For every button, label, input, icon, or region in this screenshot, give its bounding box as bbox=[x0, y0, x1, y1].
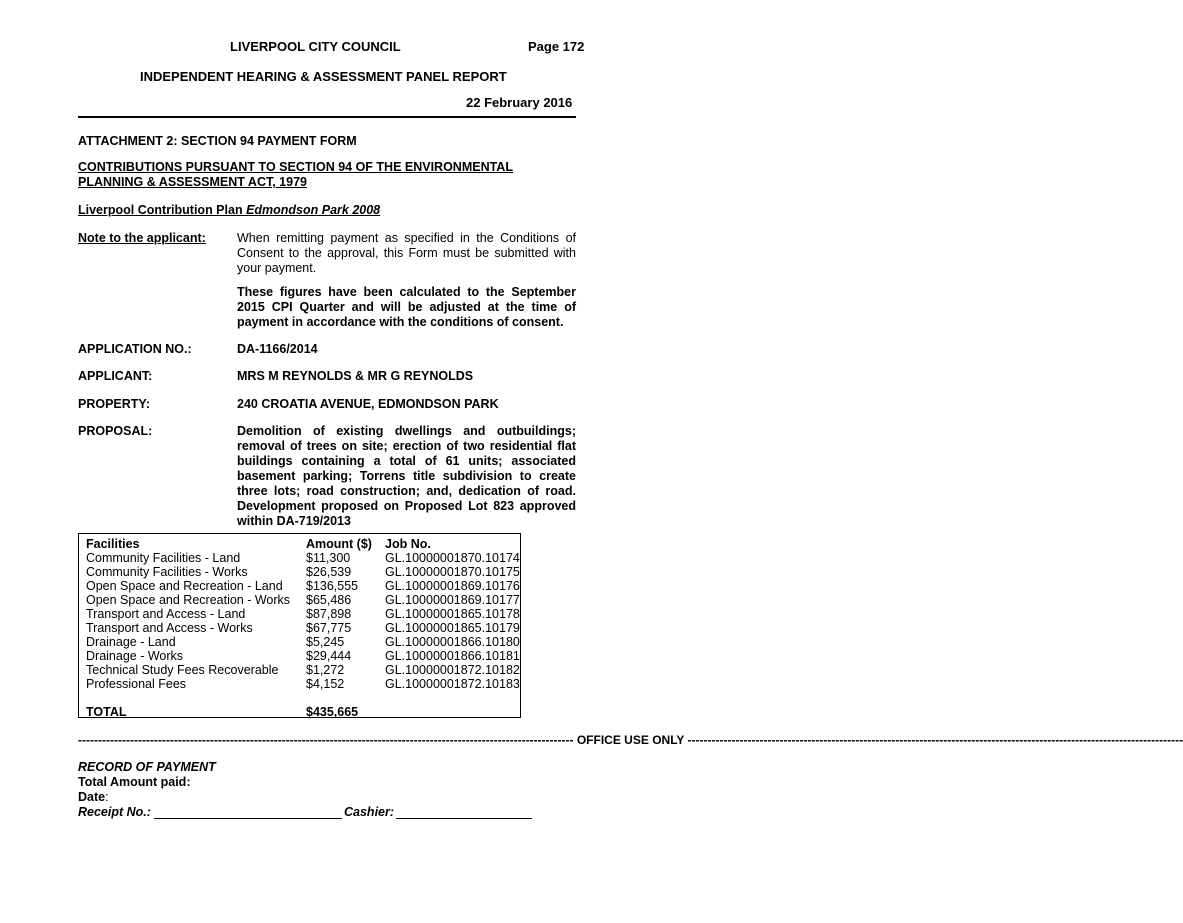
attachment-title: ATTACHMENT 2: SECTION 94 PAYMENT FORM bbox=[78, 134, 357, 148]
facility-cell: Community Facilities - Works bbox=[86, 565, 248, 579]
cashier-line bbox=[396, 818, 532, 819]
table-row bbox=[79, 551, 520, 565]
office-use-label: OFFICE USE ONLY bbox=[573, 733, 688, 747]
receipt-no-label: Receipt No.: bbox=[78, 805, 151, 819]
table-row bbox=[79, 565, 520, 579]
date-colon: : bbox=[105, 790, 109, 804]
header-amount: Amount ($) bbox=[306, 537, 372, 551]
table-header-row bbox=[79, 537, 520, 551]
applicant-label: APPLICANT: bbox=[78, 369, 153, 383]
header-rule bbox=[78, 116, 576, 118]
application-value: DA-1166/2014 bbox=[237, 342, 318, 356]
job-no-cell: GL.10000001866.10181 bbox=[385, 649, 520, 663]
job-no-cell: GL.10000001866.10180 bbox=[385, 635, 520, 649]
office-use-separator bbox=[78, 733, 1183, 747]
facility-cell: Transport and Access - Land bbox=[86, 607, 246, 621]
facility-cell: Community Facilities - Land bbox=[86, 551, 241, 565]
proposal-value: Demolition of existing dwellings and outbuildings; removal of trees on site; erection of two residential flat buildings containing a total of 61 units; associated basement parking; Torrens title subdivision to create three lots; road construction; and, dedication of road. Development proposed on Proposed Lot 823 approved within DA-719/2013 bbox=[237, 424, 576, 528]
facility-cell: Transport and Access - Works bbox=[86, 621, 253, 635]
facility-cell: Drainage - Land bbox=[86, 635, 176, 649]
facility-cell: Drainage - Works bbox=[86, 649, 184, 663]
table-row bbox=[79, 593, 520, 607]
table-row bbox=[79, 579, 520, 593]
amount-cell: $65,486 bbox=[306, 593, 352, 607]
cashier-label: Cashier: bbox=[344, 805, 395, 819]
application-label: APPLICATION NO.: bbox=[78, 342, 192, 356]
contribution-plan bbox=[78, 203, 380, 217]
facility-cell: Open Space and Recreation - Land bbox=[86, 579, 283, 593]
table-row bbox=[79, 621, 520, 635]
amount-cell: $1,272 bbox=[306, 663, 345, 677]
facility-cell: Open Space and Recreation - Works bbox=[86, 593, 291, 607]
job-no-cell: GL.10000001865.10179 bbox=[385, 621, 520, 635]
total-amount-paid-label: Total Amount paid: bbox=[78, 775, 191, 789]
job-no-cell: GL.10000001865.10178 bbox=[385, 607, 520, 621]
table-row bbox=[79, 677, 520, 691]
proposal-label: PROPOSAL: bbox=[78, 424, 153, 438]
note-label: Note to the applicant: bbox=[78, 231, 206, 245]
report-date: 22 February 2016 bbox=[466, 95, 573, 110]
job-no-cell: GL.10000001870.10174 bbox=[385, 551, 520, 565]
table-row bbox=[79, 649, 520, 663]
table-row bbox=[79, 607, 520, 621]
dash-right: ---------------------------------------------------------------------------------------------------------------------------- bbox=[687, 733, 1183, 747]
amount-cell: $5,245 bbox=[306, 635, 345, 649]
plan-name: Edmondson Park 2008 bbox=[246, 203, 381, 217]
job-no-cell: GL.10000001870.10175 bbox=[385, 565, 520, 579]
header-job-no: Job No. bbox=[385, 537, 431, 551]
amount-cell: $67,775 bbox=[306, 621, 352, 635]
table-row bbox=[79, 663, 520, 677]
facility-cell: Professional Fees bbox=[86, 677, 187, 691]
applicant-value: MRS M REYNOLDS & MR G REYNOLDS bbox=[237, 369, 474, 383]
job-no-cell: GL.10000001872.10183 bbox=[385, 677, 520, 691]
job-no-cell: GL.10000001872.10182 bbox=[385, 663, 520, 677]
job-no-cell: GL.10000001869.10176 bbox=[385, 579, 520, 593]
report-title: INDEPENDENT HEARING & ASSESSMENT PANEL REPORT bbox=[140, 69, 507, 84]
property-value: 240 CROATIA AVENUE, EDMONDSON PARK bbox=[237, 397, 499, 411]
note-bold-text: These figures have been calculated to the September 2015 CPI Quarter and will be adjusted at the time of payment in accordance with the conditions of consent. bbox=[237, 285, 576, 329]
job-no-cell: GL.10000001869.10177 bbox=[385, 593, 520, 607]
contributions-heading-line2: PLANNING & ASSESSMENT ACT, 1979 bbox=[78, 175, 307, 189]
dash-left: ---------------------------------------------------------------------------------------------------------------------------- bbox=[78, 733, 574, 747]
note-text: When remitting payment as specified in the Conditions of Consent to the approval, this Form must be submitted with your payment. bbox=[237, 231, 576, 275]
total-label: TOTAL bbox=[86, 705, 127, 719]
receipt-no-line bbox=[154, 818, 342, 819]
council-name: LIVERPOOL CITY COUNCIL bbox=[230, 39, 401, 54]
plan-prefix: Liverpool Contribution Plan bbox=[78, 203, 247, 217]
facility-cell: Technical Study Fees Recoverable bbox=[86, 663, 279, 677]
date-field bbox=[78, 790, 109, 804]
total-value: $435,665 bbox=[306, 705, 359, 719]
page-number: Page 172 bbox=[528, 39, 585, 54]
amount-cell: $29,444 bbox=[306, 649, 352, 663]
amount-cell: $4,152 bbox=[306, 677, 345, 691]
table-total-row bbox=[79, 705, 520, 719]
amount-cell: $26,539 bbox=[306, 565, 352, 579]
amount-cell: $11,300 bbox=[306, 551, 351, 565]
header-facilities: Facilities bbox=[86, 537, 140, 551]
amount-cell: $136,555 bbox=[306, 579, 359, 593]
property-label: PROPERTY: bbox=[78, 397, 150, 411]
date-label: Date bbox=[78, 790, 106, 804]
record-of-payment-title: RECORD OF PAYMENT bbox=[78, 760, 216, 774]
contributions-table bbox=[78, 533, 521, 718]
contributions-heading-line1: CONTRIBUTIONS PURSUANT TO SECTION 94 OF THE ENVIRONMENTAL bbox=[78, 160, 513, 174]
table-row bbox=[79, 635, 520, 649]
amount-cell: $87,898 bbox=[306, 607, 352, 621]
